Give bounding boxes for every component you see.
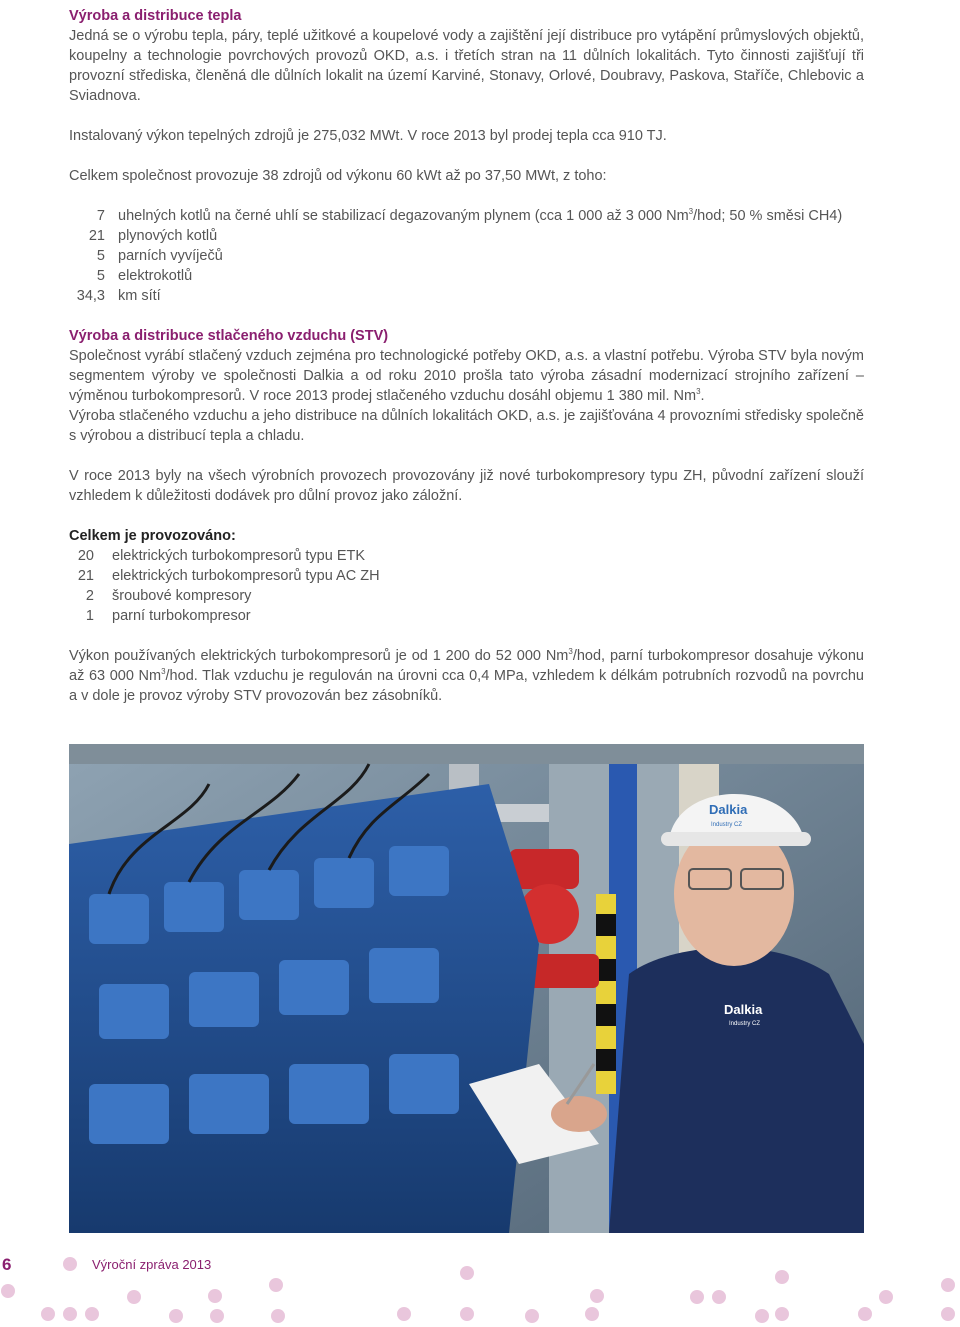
hazard-stripe [596,894,616,1094]
jacket-logo: Dalkia [724,1002,763,1017]
paragraph-heat-intro: Jedná se o výrobu tepla, páry, teplé užitkové a koupelové vody a zajištění její distribuce pro vytápění průmyslových objektů, koupelny a technologie povrchových provozů OKD, a.s. i třetích stran na 11 důlních lokalitách. Tyto činnosti zajišťují tři provozní střediska, členěná dle důlních lokalit na území Karviné, Stonavy, Orlové, Doubravy, Paskova, Staříče, Chlebovic a Sviadnova. [69,28,864,104]
engine-room-photo [69,744,864,1233]
list-item: 21 elektrických turbokompresorů typu AC ZH [77,568,380,584]
engine-room-illustration [69,744,864,1233]
jacket-logo-sub: Industry CZ [729,1021,761,1027]
page-content [69,0,864,706]
heading-heat: Výroba a distribuce tepla [69,8,242,24]
heading-compressed-air: Výroba a distribuce stlačeného vzduchu (STV) [69,328,389,344]
helmet-logo-sub: Industry CZ [711,822,743,828]
footer-title: Výroční zpráva 2013 [92,1257,212,1272]
list-item: 5 parních vyvíječů [96,248,223,264]
list-item: 21 plynových kotlů [88,228,218,244]
helmet-logo: Dalkia [709,802,748,817]
list-item: 2 šroubové kompresory [85,588,252,604]
list-item: 1 parní turbokompresor [85,608,251,624]
compressor-list [69,546,864,626]
page-number: 6 [2,1255,12,1274]
paragraph-compressed-air-intro: Společnost vyrábí stlačený vzduch zejména pro technologické potřeby OKD, a.s. a vlastní potřebu. Výroba STV byla novým segmentem výroby ve společnosti Dalkia a od roku 2010 prošla tato výroba zásadní modernizací strojního zařízení – výměnou turbokompresorů. V roce 2013 prodej stlačeného vzduchu dosáhl objemu 1 380 mil. Nm$^3$. [69,348,864,404]
list-item: 34,3 km sítí [76,288,161,304]
heading-operated-total: Celkem je provozováno: [69,528,236,544]
decorative-dots [0,1240,960,1327]
paragraph-compressor-performance: Výkon používaných elektrických turbokompresorů je od 1 200 do 52 000 Nm$^3$/hod, parní turbokompresor dosahuje výkonu až 63 000 Nm$^3$/hod. Tlak vzduchu je regulován na úrovni cca 0,4 MPa, vzhledem k délkám potrubních rozvodů na povrchu a v dole je provoz výroby STV provozován bez zásobníků. [69,647,864,704]
heat-sources-list [69,206,864,306]
list-item: 20 elektrických turbokompresorů typu ETK [77,548,366,564]
paragraph-compressed-air-distribution: Výroba stlačeného vzduchu a jeho distribuce na důlních lokalitách OKD, a.s. je zajišťována 4 provozními středisky společně s výrobou a distribucí tepla a chladu. [69,408,864,444]
list-item: 7 uhelných kotlů na černé uhlí se stabilizací degazovaným plynem (cca 1 000 až 3 000 Nm$^3$/hod; 50 % směsi CH4) [96,207,843,224]
paragraph-sources-total: Celkem společnost provozuje 38 zdrojů od výkonu 60 kWt až po 37,50 MWt, z toho: [69,168,607,184]
paragraph-installed-capacity: Instalovaný výkon tepelných zdrojů je 275,032 MWt. V roce 2013 byl prodej tepla cca 910 TJ. [69,128,667,144]
paragraph-turbocompressors: V roce 2013 byly na všech výrobních provozech provozovány již nové turbokompresory typu ZH, původní zařízení slouží vzhledem k důležitosti dodávek pro důlní provoz jako záložní. [69,468,864,504]
list-item: 5 elektrokotlů [96,268,193,284]
